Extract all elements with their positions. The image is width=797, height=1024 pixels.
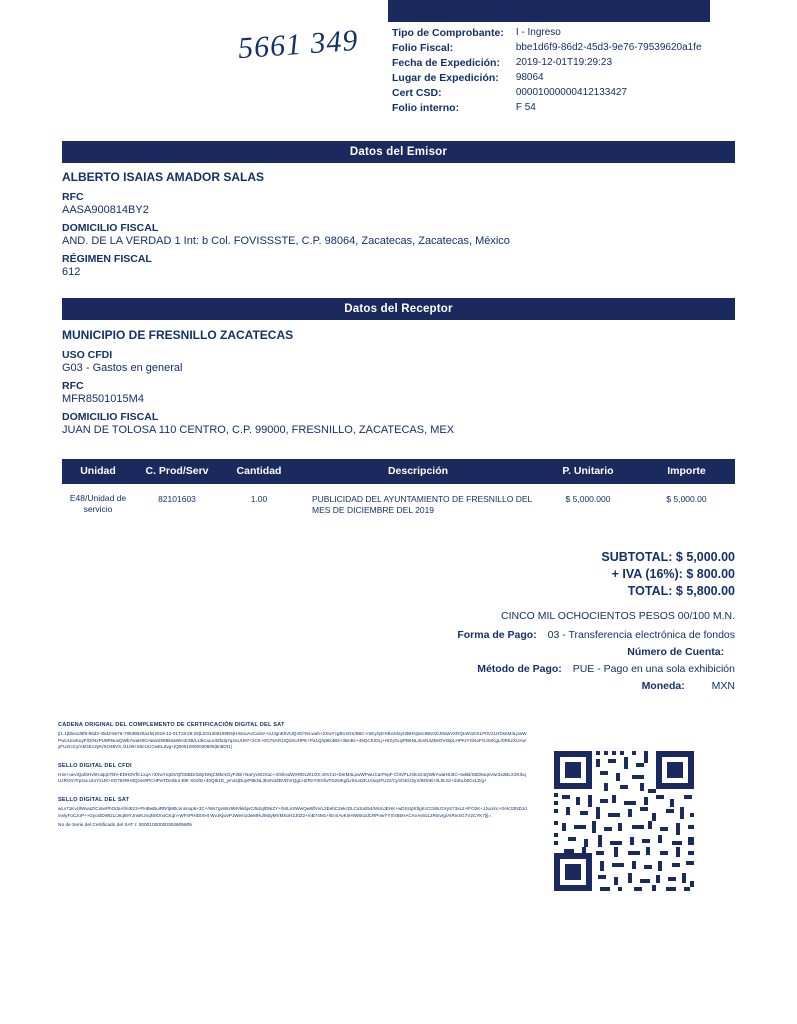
moneda-value: MXN [711,680,735,692]
qr-code-image [548,745,700,897]
certificate-serial: No de Serie del Certificado del SAT I: 00001000000304605605 [58,823,192,829]
subtotal-label: SUBTOTAL: [601,550,673,564]
total-label: TOTAL: [627,584,673,598]
subtotal-row [601,549,735,565]
forma-pago-value: 03 - Transferencia electrónica de fondos [547,629,735,641]
sello-sat-text: wLv71KvUlWwuZ/CimePhOdnAfmIEz3+PHBwBuiRR/tjM0consnop6+3C+/Ws7gvWU9MVkkbjvC/5i2qlDNiZY+/54LnSWwQw6lfVv/L2EebC2ekcDLCxSa254/MUnJEHK+wDSUpSfIgKcCGi9LGXyS73xL2+lFO2K+JJuo/nc+0AK32NDJdmvlyFoCzoP++GyoolDWtzL/Jnqk9YJnsIKJnqN0OnoCKqn+WFnPHIDtXHt WvJKjwvPJWe/nzdwMHu/MdyMVMSoH2J0Z2+mB74M1+/EnnAvKnHrW8n2dCRPnwYYSVB5HACAvAv5o12RsIvrg/AIRnmG7V2CYK7|||= [58,805,527,818]
total-row [601,583,735,599]
meta-label-cert: Cert CSD: [392,86,442,99]
emisor-regimen-label: RÉGIMEN FISCAL [62,253,152,265]
moneda-row [457,678,735,695]
emisor-domicilio-label: DOMICILIO FISCAL [62,222,159,234]
meta-value-cert: 00001000000412133427 [515,86,628,98]
column-header-unidad: Unidad [80,465,116,477]
metodo-pago-label: Método de Pago: [477,663,562,675]
receptor-domicilio-label: DOMICILIO FISCAL [62,411,159,423]
meta-row-tipo [392,25,702,40]
numero-cuenta-label: Número de Cuenta: [627,646,725,658]
redacted-title-bar [388,0,710,22]
cell-importe: $ 5,000.00 [666,494,707,504]
receptor-rfc-value: MFR8501015M4 [62,393,144,405]
iva-row [601,566,735,582]
metodo-pago-value: PUE - Pago en una sola exhibición [572,663,735,675]
column-header-punitario: P. Unitario [562,465,614,477]
meta-row-folio-fiscal [392,40,702,55]
meta-value-fecha: 2019-12-01T19:29:23 [515,56,612,68]
receptor-uso-cfdi-label: USO CFDI [62,349,113,361]
meta-label-folio-interno: Folio interno: [392,101,460,114]
sello-cfdi-title: SELLO DIGITAL DEL CFDI [58,762,132,769]
totals-block [601,549,735,600]
receptor-domicilio-value: JUAN DE TOLOSA 110 CENTRO, C.P. 99000, FRESNILLO, ZACATECAS, MEX [62,424,455,436]
certification-block [58,722,528,830]
emisor-regimen-value: 612 [62,266,81,278]
column-header-prodserv: C. Prod/Serv [145,465,209,477]
payment-block [457,608,735,695]
meta-value-tipo: I - Ingreso [515,26,561,38]
emisor-name: ALBERTO ISAIAS AMADOR SALAS [62,170,265,184]
section-header-emisor: Datos del Emisor [62,141,735,163]
emisor-rfc-value: AASA900814BY2 [62,204,149,216]
cadena-original-title: CADENA ORIGINAL DEL COMPLEMENTO DE CERTIFICACIÓN DIGITAL DEL SAT [58,722,285,728]
cell-punitario: $ 5,000.000 [565,494,611,504]
document-header [0,0,797,128]
receptor-name: MUNICIPIO DE FRESNILLO ZACATECAS [62,328,294,342]
meta-value-folio-interno: F 54 [515,101,536,113]
items-table-header [62,459,735,484]
sello-cfdi-text: H4n+uevIQalSHvhHJqqnTBV-EDHDVf/cLxqA+3XwYrqt3VQfG8BDrl1EjrDNjCMbckGyF2B/+Nar'yvW2Xac+X0/ikvdWXRDLW1OX,n0Vz1t+DsrM4LpwWPwUCarPvpF-ChtvPLztihoG4QWkYwaH8.BC+twkB/S6DksqsVwr3x2BLX3XrkqUzROrnTrp2uLUtoY2IJK+0G754RH0Qzss#PCHPwTDe/Bur-B9r X0oftz+40Qtk1D​_ym42jDuy/PBkNL3bnN4ZBVDVrQgLHZRnY0tGfwTD2sIKgfLrlHu4ZKJAlwyIFU2z/CjA/GE/z2yX/BOhB+/tL0LSz+d3nLb0CxLZ/g+ [58,771,526,784]
metodo-pago-row [457,661,735,678]
forma-pago-label: Forma de Pago: [457,629,537,641]
meta-row-lugar [392,70,702,85]
meta-label-fecha: Fecha de Expedición: [392,56,500,69]
column-header-descripcion: Descripción [387,465,449,477]
subtotal-value: $ 5,000.00 [675,550,735,564]
iva-label: + IVA (16%): [611,567,683,581]
meta-label-lugar: Lugar de Expedición: [392,71,499,84]
moneda-label: Moneda: [641,680,685,692]
emisor-block [62,170,735,278]
cadena-original-text: ||1.1|bbe1d6f9-86d2-45d3-9e76-79539620a1fe|2019-12-01T19:29:29|LSO1306189R5|H4onuAvCaiSA+nJJgnEkVtJQ4O/YeLwah+2XwYcgBVsGK/5BC+nIEy/qD-MbcKlayr2BHNjnscIBK0Z/J8oWvXRQLWt1DXLP0V21HDseM4LpwWPwUUoxKuyFrDrNxPU8RNoxQWkYwaH8CHwwS90BksaWm3r3B/Lx3kcuLe32bdq7q2uUU87+2CK+0G75AR1IQtzsUHPE+Pa1Q/q9tx4B3+3BnBc+49QCKrDLj+HIZyGuyPB6NL3onN4ZBvDVs0pLHPKrYGNoFGJSrKgLrbRb2X/JAwyFU2rcCy/AbGEc2yK/SO48VS./21/9t+S6cUCCwELZvg+|Q00010000030605|5n8Ot1| [58,731,527,750]
fiscal-meta-table [392,25,702,115]
cell-unidad: E48/Unidad de servicio [69,493,127,514]
receptor-block [62,328,735,436]
meta-label-folio-fiscal: Folio Fiscal: [392,41,454,54]
cell-cantidad: 1.00 [250,494,268,504]
column-header-importe: Importe [667,465,706,477]
emisor-rfc-label: RFC [62,191,84,203]
column-header-cantidad: Cantidad [236,465,282,477]
qr-code [548,745,700,897]
emisor-domicilio-value: AND. DE LA VERDAD 1 Int: b Col. FOVISSSTE, C.P. 98064, Zacatecas, Zacatecas, México [62,235,510,247]
receptor-rfc-label: RFC [62,380,84,392]
meta-value-folio-fiscal: bbe1d6f9-86d2-45d3-9e76-79539620a1fe [515,41,702,53]
cell-descripcion: PUBLICIDAD DEL AYUNTAMIENTO DE FRESNILLO DEL MES DE DICIEMBRE DEL 2019 [312,494,532,515]
amount-in-words: CINCO MIL OCHOCIENTOS PESOS 00/100 M.N. [501,610,735,622]
meta-row-folio-interno [392,100,702,115]
receptor-uso-cfdi-value: G03 - Gastos en general [62,362,183,374]
meta-row-fecha [392,55,702,70]
total-value: $ 5,800.00 [675,584,735,598]
cell-prodserv: 82101603 [158,494,196,504]
meta-row-cert [392,85,702,100]
iva-value: $ 800.00 [686,567,735,581]
meta-label-tipo: Tipo de Comprobante: [392,26,504,39]
meta-value-lugar: 98064 [515,71,544,83]
sello-sat-title: SELLO DIGITAL DEL SAT [58,796,130,803]
handwritten-annotation: 5661 349 [236,23,360,66]
forma-pago-row [457,627,735,644]
section-header-receptor: Datos del Receptor [62,298,735,320]
numero-cuenta-row [457,644,735,661]
